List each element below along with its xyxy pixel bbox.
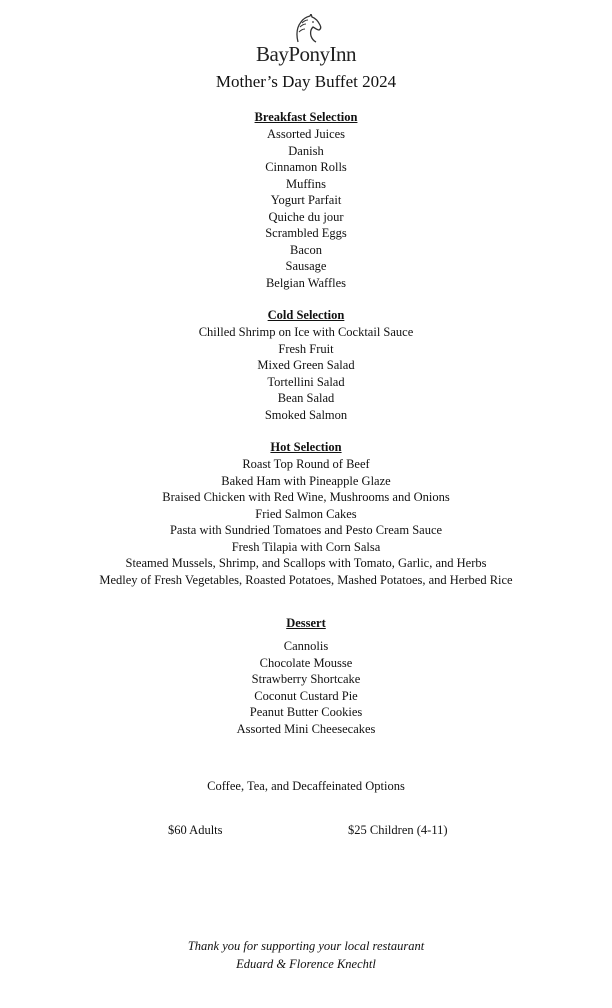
menu-item: Coconut Custard Pie <box>254 688 358 703</box>
footer-owners: Eduard & Florence Knechtl <box>236 957 376 971</box>
menu-item: Yogurt Parfait <box>270 193 342 207</box>
menu-item: Cinnamon Rolls <box>265 160 347 174</box>
menu-item: Pasta with Sundried Tomatoes and Pesto Cream Sauce <box>169 523 443 537</box>
adult-price: $60 Adults <box>168 823 223 837</box>
menu-item: Mixed Green Salad <box>257 358 355 372</box>
menu-item: Roast Top Round of Beef <box>242 457 370 471</box>
menu-item: Fresh Tilapia with Corn Salsa <box>231 539 381 554</box>
menu-item: Sausage <box>285 259 327 273</box>
menu-item: Assorted Juices <box>266 127 346 141</box>
horse-head-icon <box>286 14 326 44</box>
footer-thanks: Thank you for supporting your local restaurant <box>187 939 425 953</box>
child-price: $25 Children (4-11) <box>348 823 448 837</box>
menu-item: Chocolate Mousse <box>259 655 353 670</box>
menu-item: Fresh Fruit <box>278 341 334 356</box>
menu-item: Belgian Waffles <box>265 275 347 290</box>
menu-item: Smoked Salmon <box>264 407 348 422</box>
page-title: Mother’s Day Buffet 2024 <box>215 72 397 91</box>
logo <box>0 14 612 67</box>
hot-heading: Hot Selection <box>270 440 342 454</box>
menu-item: Strawberry Shortcake <box>251 672 361 686</box>
hot-section <box>0 439 612 588</box>
cold-section <box>0 307 612 423</box>
menu-item: Baked Ham with Pineapple Glaze <box>221 473 391 488</box>
menu-item: Quiche du jour <box>268 209 344 224</box>
menu-item: Fried Salmon Cakes <box>255 506 357 521</box>
dessert-heading: Dessert <box>286 616 326 630</box>
menu-item: Bean Salad <box>277 391 335 405</box>
menu-item: Chilled Shrimp on Ice with Cocktail Sauce <box>198 325 414 339</box>
breakfast-section <box>0 109 612 291</box>
cold-heading: Cold Selection <box>267 308 345 322</box>
menu-item: Peanut Butter Cookies <box>249 705 363 719</box>
dessert-section <box>0 615 612 737</box>
menu-item: Steamed Mussels, Shrimp, and Scallops with Tomato, Garlic, and Herbs <box>125 556 487 570</box>
menu-item: Scrambled Eggs <box>265 226 347 240</box>
menu-item: Muffins <box>285 176 327 191</box>
menu-item: Tortellini Salad <box>267 374 345 389</box>
beverage-note: Coffee, Tea, and Decaffeinated Options <box>207 779 405 793</box>
breakfast-heading: Breakfast Selection <box>254 110 358 124</box>
menu-item: Medley of Fresh Vegetables, Roasted Potatoes, Mashed Potatoes, and Herbed Rice <box>99 572 513 587</box>
menu-item: Braised Chicken with Red Wine, Mushrooms and Onions <box>162 490 450 504</box>
menu-item: Assorted Mini Cheesecakes <box>236 721 376 736</box>
menu-item: Cannolis <box>283 639 329 653</box>
menu-item: Danish <box>288 143 324 158</box>
menu-item: Bacon <box>290 242 322 257</box>
logo-text: BayPonyInn <box>256 42 356 66</box>
